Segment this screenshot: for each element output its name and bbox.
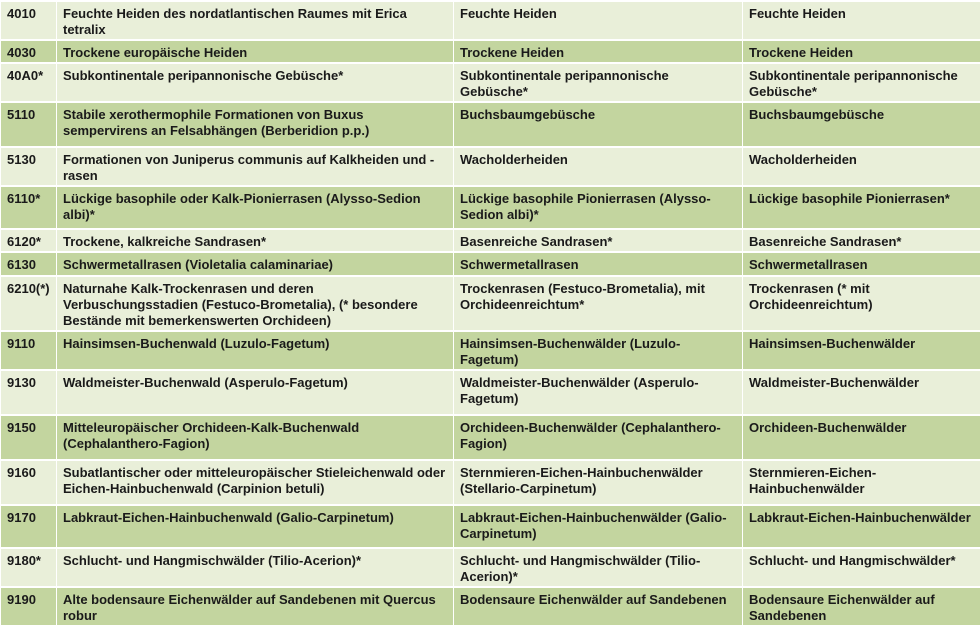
habitat-name-full: Subatlantischer oder mitteleuropäischer Stieleichenwald oder Eichen-Hainbuchenwald (Carpinion betuli) — [57, 460, 454, 505]
habitat-name-full: Subkontinentale peripannonische Gebüsche* — [57, 63, 454, 102]
habitat-code: 6110* — [1, 186, 57, 229]
habitat-name-short: Sternmieren-Eichen-Hainbuchenwälder (Stellario-Carpinetum) — [454, 460, 743, 505]
habitat-code: 40A0* — [1, 63, 57, 102]
table-row — [1, 252, 980, 276]
table-row — [1, 505, 980, 548]
habitat-name-brief: Hainsimsen-Buchenwälder — [743, 331, 980, 370]
habitat-name-full: Schlucht- und Hangmischwälder (Tilio-Acerion)* — [57, 548, 454, 587]
habitat-name-short: Lückige basophile Pionierrasen (Alysso-Sedion albi)* — [454, 186, 743, 229]
habitat-name-short: Labkraut-Eichen-Hainbuchenwälder (Galio-Carpinetum) — [454, 505, 743, 548]
habitat-name-brief: Buchsbaumgebüsche — [743, 102, 980, 147]
habitat-name-brief: Waldmeister-Buchenwälder — [743, 370, 980, 415]
habitat-name-brief: Wacholderheiden — [743, 147, 980, 186]
habitat-name-full: Mitteleuropäischer Orchideen-Kalk-Buchenwald (Cephalanthero-Fagion) — [57, 415, 454, 460]
habitat-name-brief: Trockenrasen (* mit Orchideenreichtum) — [743, 276, 980, 331]
habitat-code: 9170 — [1, 505, 57, 548]
habitat-name-short: Feuchte Heiden — [454, 1, 743, 40]
table-row — [1, 63, 980, 102]
habitat-name-brief: Labkraut-Eichen-Hainbuchenwälder — [743, 505, 980, 548]
habitat-name-brief: Bodensaure Eichenwälder auf Sandebenen — [743, 587, 980, 626]
habitat-name-brief: Orchideen-Buchenwälder — [743, 415, 980, 460]
habitat-name-short: Buchsbaumgebüsche — [454, 102, 743, 147]
habitat-name-short: Schwermetallrasen — [454, 252, 743, 276]
habitat-name-short: Basenreiche Sandrasen* — [454, 229, 743, 252]
table-row — [1, 102, 980, 147]
habitat-code: 9190 — [1, 587, 57, 626]
habitat-name-full: Lückige basophile oder Kalk-Pionierrasen (Alysso-Sedion albi)* — [57, 186, 454, 229]
habitat-name-brief: Feuchte Heiden — [743, 1, 980, 40]
habitat-name-short: Bodensaure Eichenwälder auf Sandebenen — [454, 587, 743, 626]
table-row — [1, 147, 980, 186]
habitat-code: 6130 — [1, 252, 57, 276]
habitat-code: 6120* — [1, 229, 57, 252]
habitat-name-full: Trockene, kalkreiche Sandrasen* — [57, 229, 454, 252]
habitat-name-full: Hainsimsen-Buchenwald (Luzulo-Fagetum) — [57, 331, 454, 370]
habitat-name-full: Formationen von Juniperus communis auf Kalkheiden und -rasen — [57, 147, 454, 186]
table-row — [1, 548, 980, 587]
habitat-code: 5110 — [1, 102, 57, 147]
habitat-name-brief: Lückige basophile Pionierrasen* — [743, 186, 980, 229]
table-row — [1, 1, 980, 40]
habitat-name-full: Feuchte Heiden des nordatlantischen Raumes mit Erica tetralix — [57, 1, 454, 40]
habitat-name-brief: Subkontinentale peripannonische Gebüsche* — [743, 63, 980, 102]
habitat-code: 4030 — [1, 40, 57, 63]
habitat-name-full: Schwermetallrasen (Violetalia calaminariae) — [57, 252, 454, 276]
habitat-name-brief: Schwermetallrasen — [743, 252, 980, 276]
habitat-name-brief: Schlucht- und Hangmischwälder* — [743, 548, 980, 587]
habitat-name-brief: Trockene Heiden — [743, 40, 980, 63]
habitat-code: 4010 — [1, 1, 57, 40]
table-row — [1, 331, 980, 370]
habitat-name-short: Orchideen-Buchenwälder (Cephalanthero-Fagion) — [454, 415, 743, 460]
habitat-name-full: Alte bodensaure Eichenwälder auf Sandebenen mit Quercus robur — [57, 587, 454, 626]
table-row — [1, 415, 980, 460]
table-row — [1, 276, 980, 331]
habitat-name-short: Schlucht- und Hangmischwälder (Tilio-Acerion)* — [454, 548, 743, 587]
habitat-name-brief: Sternmieren-Eichen-Hainbuchenwälder — [743, 460, 980, 505]
habitat-name-short: Trockene Heiden — [454, 40, 743, 63]
table-row — [1, 587, 980, 626]
habitat-code: 9180* — [1, 548, 57, 587]
table-row — [1, 370, 980, 415]
habitat-code: 9130 — [1, 370, 57, 415]
habitat-name-full: Waldmeister-Buchenwald (Asperulo-Fagetum) — [57, 370, 454, 415]
habitat-name-short: Trockenrasen (Festuco-Brometalia), mit Orchideenreichtum* — [454, 276, 743, 331]
table-row — [1, 40, 980, 63]
habitat-name-full: Naturnahe Kalk-Trockenrasen und deren Verbuschungsstadien (Festuco-Brometalia), (* besondere Bestände mit bemerkenswerten Orchideen) — [57, 276, 454, 331]
habitat-name-short: Subkontinentale peripannonische Gebüsche* — [454, 63, 743, 102]
habitat-name-full: Stabile xerothermophile Formationen von Buxus sempervirens an Felsabhängen (Berberidion p.p.) — [57, 102, 454, 147]
habitat-name-full: Labkraut-Eichen-Hainbuchenwald (Galio-Carpinetum) — [57, 505, 454, 548]
habitat-code: 6210(*) — [1, 276, 57, 331]
habitat-name-brief: Basenreiche Sandrasen* — [743, 229, 980, 252]
table-row — [1, 186, 980, 229]
habitat-code: 9150 — [1, 415, 57, 460]
habitat-code: 5130 — [1, 147, 57, 186]
habitat-code: 9110 — [1, 331, 57, 370]
habitat-name-short: Wacholderheiden — [454, 147, 743, 186]
habitat-name-short: Hainsimsen-Buchenwälder (Luzulo-Fagetum) — [454, 331, 743, 370]
habitat-name-full: Trockene europäische Heiden — [57, 40, 454, 63]
table-row — [1, 229, 980, 252]
habitat-name-short: Waldmeister-Buchenwälder (Asperulo-Fagetum) — [454, 370, 743, 415]
habitat-code: 9160 — [1, 460, 57, 505]
habitat-table-body — [1, 1, 980, 626]
table-row — [1, 460, 980, 505]
